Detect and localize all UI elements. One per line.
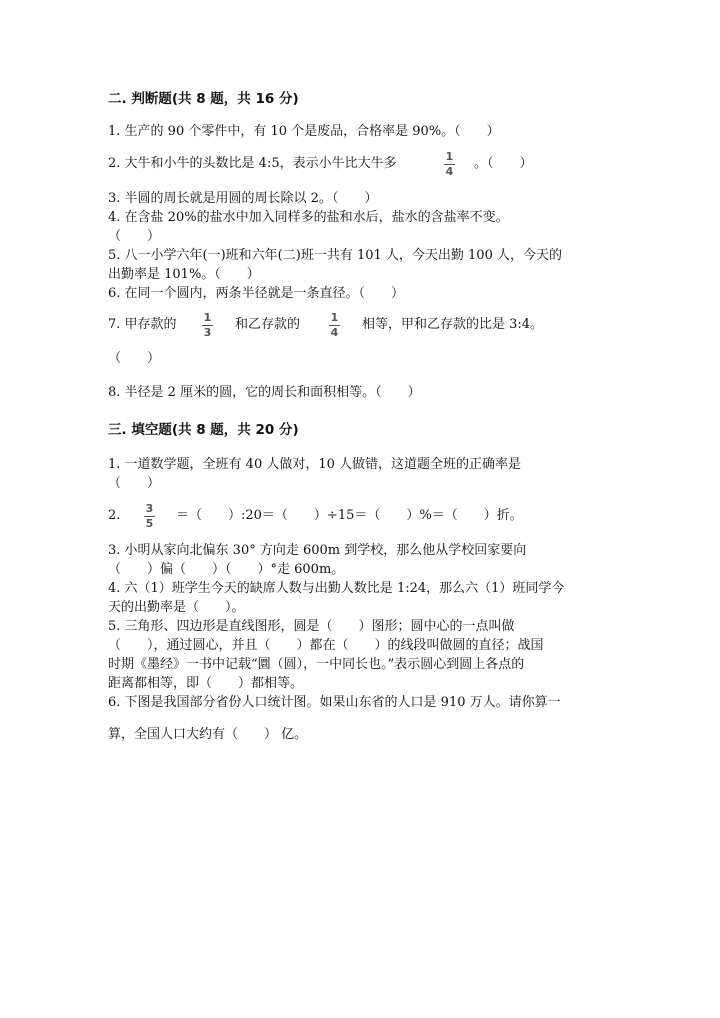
s2-question-7-fraction-2 (329, 312, 340, 339)
s2-question-5-line2: 出勤率是 101%。（ ） (108, 267, 260, 282)
s2-question-4-line1: 4. 在含盐 20%的盐水中加入同样多的盐和水后，盐水的含盐率不变。 (108, 210, 509, 225)
s3-question-2-blanks: ＝（ ）:20＝（ ）÷15＝（ ）%＝（ ）折。 (176, 508, 523, 523)
s3-question-5-line4: 距离都相等，即（ ）都相等。 (108, 676, 304, 691)
fraction-denominator: 4 (330, 326, 339, 339)
s2-question-7-part-a: 7. 甲存款的 (108, 317, 177, 332)
s3-question-5-line2: （ ），通过圆心，并且（ ）都在（ ）的线段叫做圆的直径；战国 (108, 638, 544, 653)
s2-question-2-answer: 。（ ） (474, 156, 533, 171)
s2-question-7-part-c: 相等，甲和乙存款的比是 3:4。 (362, 317, 544, 332)
s3-question-5-line3: 时期《墨经》一书中记载“圜（圆），一中同长也。”表示圆心到圆上各点的 (108, 657, 525, 672)
fraction-numerator: 3 (145, 502, 154, 515)
fraction-numerator: 1 (203, 311, 212, 324)
s2-question-7-fraction-1 (202, 312, 213, 339)
s3-question-2-number: 2. (108, 508, 121, 523)
s3-question-5-line1: 5. 三角形、四边形是直线图形，圆是（ ）图形；圆中心的一点叫做 (108, 619, 515, 634)
s3-question-4-line2: 天的出勤率是（ ）。 (108, 600, 245, 615)
s2-question-8: 8. 半径是 2 厘米的圆，它的周长和面积相等。（ ） (108, 385, 421, 400)
s2-question-7-part-b: 和乙存款的 (235, 317, 301, 332)
fraction-denominator: 4 (445, 165, 454, 178)
s2-question-4-line2: （ ） (108, 229, 161, 244)
s3-question-3-line2: （ ）偏（ ）（ ）°走 600m。 (108, 562, 345, 577)
s2-question-7-line2: （ ） (108, 351, 161, 366)
fraction-numerator: 1 (330, 311, 339, 324)
s3-question-2-fraction (144, 503, 155, 530)
s3-question-1-line2: （ ） (108, 476, 161, 491)
s3-question-1-line1: 1. 一道数学题，全班有 40 人做对，10 人做错，这道题全班的正确率是 (108, 457, 522, 472)
s2-question-1: 1. 生产的 90 个零件中，有 10 个是废品，合格率是 90%。（ ） (108, 124, 500, 139)
s2-question-2-text: 2. 大牛和小牛的头数比是 4:5，表示小牛比大牛多 (108, 156, 397, 171)
fraction-numerator: 1 (445, 150, 454, 163)
s3-question-3-line1: 3. 小明从家向北偏东 30° 方向走 600m 到学校，那么他从学校回家要向 (108, 543, 527, 558)
section2-title: 二. 判断题(共 8 题，共 16 分) (108, 91, 299, 107)
s2-question-5-line1: 5. 八一小学六年(一)班和六年(二)班一共有 101 人，今天出勤 100 人，今天的 (108, 248, 562, 263)
fraction-denominator: 3 (203, 326, 212, 339)
section3-title: 三. 填空题(共 8 题，共 20 分) (108, 422, 299, 438)
fraction-denominator: 5 (145, 517, 154, 530)
s3-question-6-line2: 算，全国人口大约有（ ） 亿。 (108, 727, 308, 742)
s2-question-2-fraction (444, 151, 455, 178)
s3-question-4-line1: 4. 六（1）班学生今天的缺席人数与出勤人数比是 1:24，那么六（1）班同学今 (108, 581, 565, 596)
s2-question-3: 3. 半圆的周长就是用圆的周长除以 2。（ ） (108, 191, 378, 206)
s3-question-6-line1: 6. 下图是我国部分省份人口统计图。如果山东省的人口是 910 万人。请你算一 (108, 695, 561, 710)
s2-question-6: 6. 在同一个圆内，两条半径就是一条直径。（ ） (108, 286, 405, 301)
